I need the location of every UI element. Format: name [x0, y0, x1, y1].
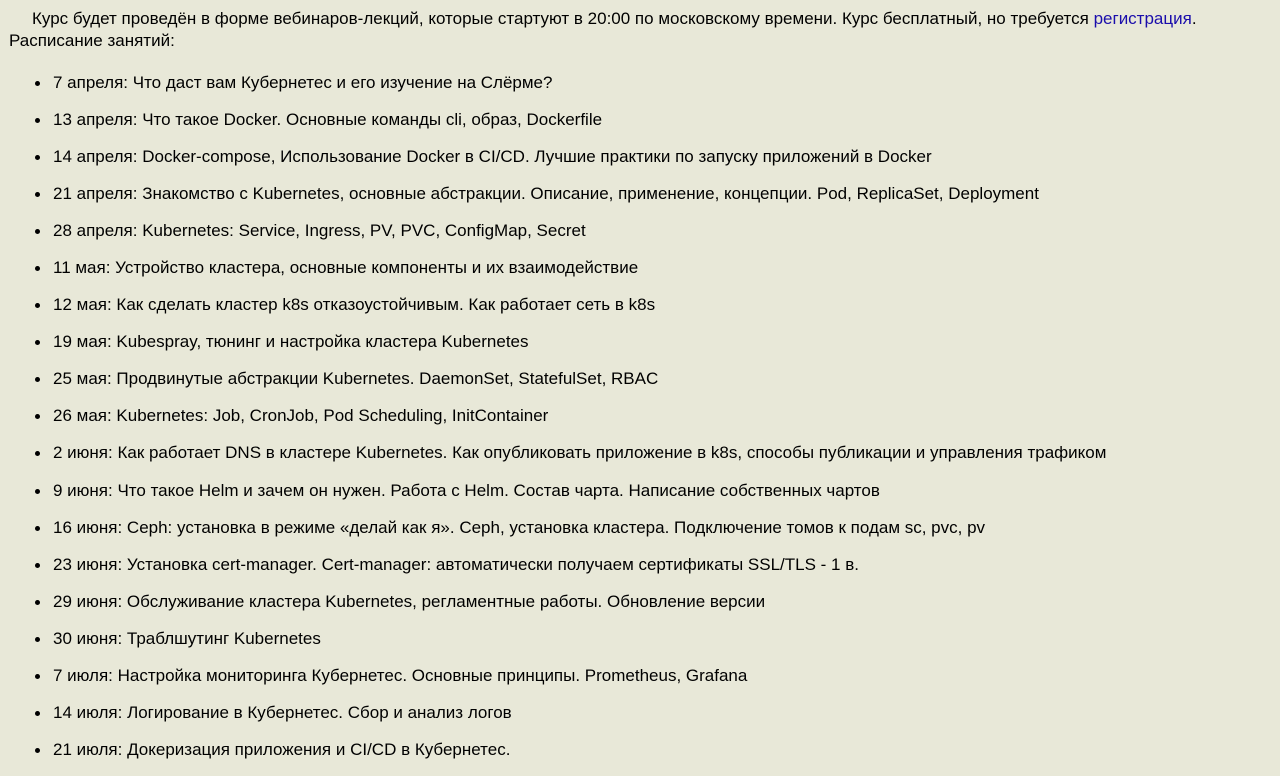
schedule-item-text: 30 июня: Траблшутинг Kubernetes — [53, 628, 321, 648]
bullet-icon — [35, 526, 40, 531]
bullet-icon — [35, 563, 40, 568]
bullet-icon — [35, 192, 40, 197]
bullet-icon — [35, 600, 40, 605]
schedule-item — [9, 220, 1280, 257]
schedule-item-text: 14 апреля: Docker-compose, Использование Docker в CI/CD. Лучшие практики по запуску приложений в Docker — [53, 147, 932, 167]
schedule-item — [9, 628, 1280, 665]
schedule-item — [9, 146, 1280, 183]
schedule-item-text: 25 мая: Продвинутые абстракции Kubernetes. DaemonSet, StatefulSet, RBAC — [53, 369, 659, 389]
registration-link[interactable]: регистрация — [1093, 9, 1192, 28]
intro-paragraph — [9, 8, 1280, 52]
schedule-item-text: 9 июня: Что такое Helm и зачем он нужен. Работа с Helm. Состав чарта. Написание собственных чартов — [53, 480, 880, 500]
schedule-item-text: 7 июля: Настройка мониторинга Кубернетес. Основные принципы. Prometheus, Grafana — [53, 665, 748, 685]
bullet-icon — [35, 377, 40, 382]
bullet-icon — [35, 451, 40, 456]
schedule-item — [9, 257, 1280, 294]
bullet-icon — [35, 266, 40, 271]
bullet-icon — [35, 303, 40, 308]
schedule-item-text: 12 мая: Как сделать кластер k8s отказоустойчивым. Как работает сеть в k8s — [53, 295, 656, 315]
schedule-item — [9, 702, 1280, 739]
schedule-item-text: 23 июня: Установка cert-manager. Cert-manager: автоматически получаем сертификаты SSL/TLS - 1 в. — [53, 554, 859, 574]
schedule-item-text: 14 июля: Логирование в Кубернетес. Сбор и анализ логов — [53, 702, 512, 722]
schedule-list — [9, 72, 1280, 776]
bullet-icon — [35, 81, 40, 86]
schedule-item — [9, 739, 1280, 776]
bullet-icon — [35, 674, 40, 679]
schedule-item — [9, 665, 1280, 702]
bullet-icon — [35, 229, 40, 234]
schedule-item — [9, 368, 1280, 405]
schedule-item — [9, 554, 1280, 591]
schedule-item-text: 29 июня: Обслуживание кластера Kubernetes, регламентные работы. Обновление версии — [53, 591, 766, 611]
schedule-item — [9, 183, 1280, 220]
schedule-item-text: 2 июня: Как работает DNS в кластере Kubernetes. Как опубликовать приложение в k8s, способы публикации и управления трафиком — [53, 443, 1107, 463]
schedule-item — [9, 480, 1280, 517]
bullet-icon — [35, 118, 40, 123]
bullet-icon — [35, 155, 40, 160]
bullet-icon — [35, 340, 40, 345]
bullet-icon — [35, 637, 40, 642]
schedule-item — [9, 442, 1280, 479]
schedule-item-text: 19 мая: Kubespray, тюнинг и настройка кластера Kubernetes — [53, 332, 529, 352]
schedule-item-text: 7 апреля: Что даст вам Кубернетес и его изучение на Слёрме? — [53, 73, 553, 92]
schedule-item-text: 28 апреля: Kubernetes: Service, Ingress, PV, PVC, ConfigMap, Secret — [53, 221, 586, 241]
intro-period: . — [1191, 9, 1197, 28]
schedule-item-text: 13 апреля: Что такое Docker. Основные команды cli, образ, Dockerfile — [53, 110, 603, 130]
bullet-icon — [35, 414, 40, 419]
bullet-icon — [35, 711, 40, 716]
schedule-item — [9, 591, 1280, 628]
schedule-item-text: 26 мая: Kubernetes: Job, CronJob, Pod Scheduling, InitContainer — [53, 406, 549, 426]
bullet-icon — [35, 748, 40, 753]
schedule-item — [9, 331, 1280, 368]
schedule-item — [9, 72, 1280, 109]
schedule-item — [9, 294, 1280, 331]
schedule-item-text: 21 июля: Докеризация приложения и CI/CD в Кубернетес. — [53, 739, 511, 759]
intro-text: Курс будет проведён в форме вебинаров-лекций, которые стартуют в 20:00 по московскому времени. Курс бесплатный, но требуется — [32, 9, 1094, 28]
schedule-label: Расписание занятий: — [9, 31, 175, 50]
schedule-item — [9, 109, 1280, 146]
schedule-item — [9, 405, 1280, 442]
schedule-item — [9, 517, 1280, 554]
schedule-item-text: 11 мая: Устройство кластера, основные компоненты и их взаимодействие — [53, 258, 639, 278]
schedule-item-text: 21 апреля: Знакомство с Kubernetes, основные абстракции. Описание, применение, концепции. Pod, ReplicaSet, Deployment — [53, 184, 1039, 204]
bullet-icon — [35, 489, 40, 494]
schedule-item-text: 16 июня: Ceph: установка в режиме «делай как я». Ceph, установка кластера. Подключение томов к подам sc, pvc, pv — [53, 517, 986, 537]
